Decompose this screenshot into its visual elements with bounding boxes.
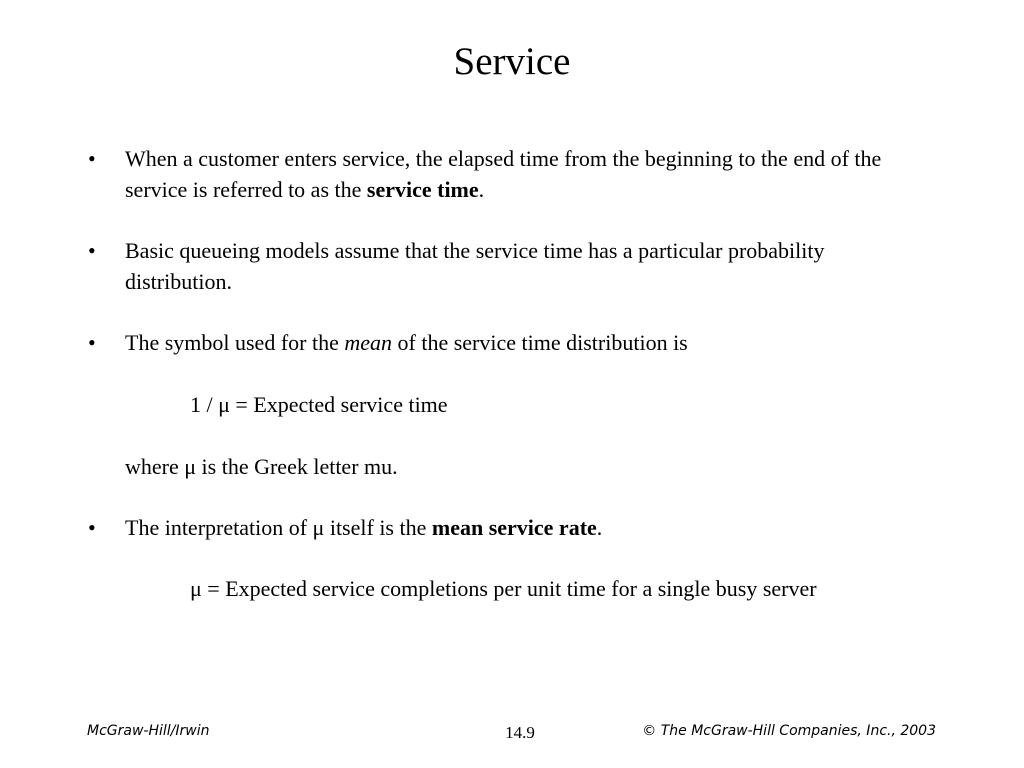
bullet-text [125, 512, 925, 543]
bullet-mark: • [88, 146, 96, 171]
formula-service-rate: μ = Expected service completions per unit time for a single busy server [190, 576, 817, 601]
bullet-text [125, 327, 925, 358]
bullet-text-part: of the service time distribution is [392, 330, 688, 355]
bullet-mark: • [88, 515, 96, 540]
bullet-text: Basic queueing models assume that the service time has a particular probability distribution. [125, 238, 825, 294]
formula-expected-service-time: 1 / μ = Expected service time [190, 392, 448, 417]
footer-copyright: © The McGraw-Hill Companies, Inc., 2003 [642, 723, 936, 739]
footer-publisher: McGraw-Hill/Irwin [87, 723, 210, 739]
bullet-text-part: The symbol used for the [125, 330, 345, 355]
bullet-text-part: . [596, 515, 603, 540]
bold-term-mean-service-rate: mean service rate [431, 515, 597, 540]
bullet-text [125, 143, 925, 205]
where-mu-line: where μ is the Greek letter mu. [125, 454, 398, 479]
slide-title: Service [453, 40, 571, 83]
bullet-text-part: The interpretation of μ itself is the [125, 515, 432, 540]
bold-term-service-time: service time [366, 177, 479, 202]
bullet-mark: • [88, 330, 96, 355]
bullet-text-part: . [478, 177, 485, 202]
italic-term-mean: mean [344, 330, 393, 355]
bullet-text-part: When a customer enters service, the elapsed time from the beginning to the end of the service is referred to as the [125, 146, 882, 202]
footer-slide-number: 14.9 [505, 723, 535, 742]
bullet-mark: • [88, 238, 96, 263]
